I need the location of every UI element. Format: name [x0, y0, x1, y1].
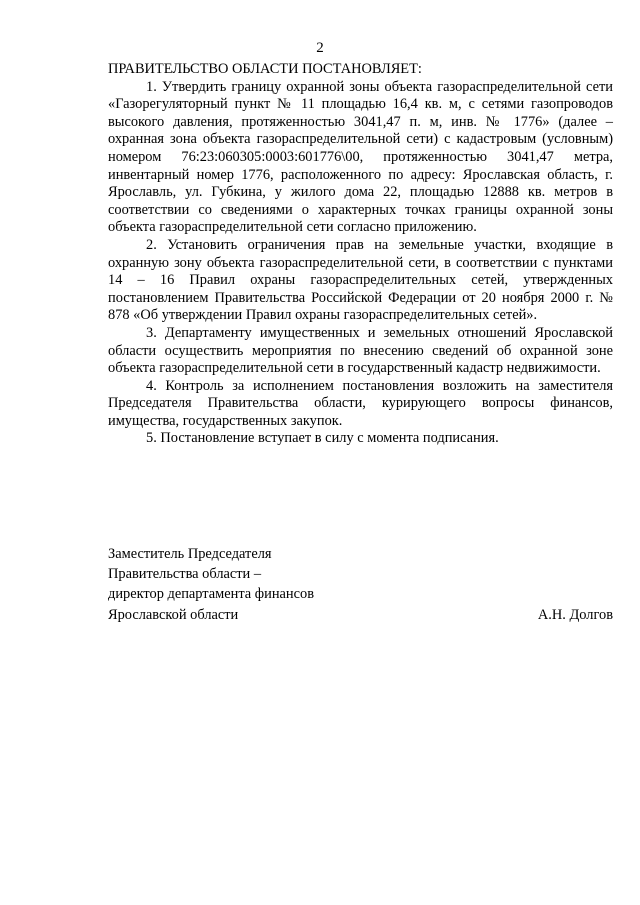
document-body — [108, 61, 613, 448]
signatory-name: А.Н. Долгов — [537, 606, 613, 623]
paragraph-5: 5. Постановление вступает в силу с момента подписания. — [146, 430, 499, 447]
paragraph-1: 1. Утвердить границу охранной зоны объекта газораспределительной сети «Газорегуляторный пункт № 11 площадью 16,4 кв. м, с сетями газопроводов высокого давления, протяженностью 3041,47 п. м, инв. № 1776» (далее – охранная зона объекта газораспределительной сети) с кадастровым (условным) номером 76:23:060305:0003:601776\00, протяженностью 3041,47 метра, инвентарный номер 1776, расположенного по адресу: Ярославская область, г. Ярославль, ул. Губкина, у жилого дома 22, площадью 12888 кв. метров в соответствии со сведениями о характерных точках границы охранной зоны объекта газораспределительной сети согласно приложению. — [108, 78, 613, 236]
signature-block — [108, 544, 613, 625]
signatory-title-line-4: Ярославской области — [108, 606, 239, 623]
signatory-title-line-3: директор департамента финансов — [108, 586, 314, 603]
page-number: 2 — [316, 40, 324, 56]
signatory-row — [108, 605, 613, 625]
paragraph-4: 4. Контроль за исполнением постановления возложить на заместителя Председателя Правительства области, курирующего вопросы финансов, имущества, государственных закупок. — [108, 377, 613, 429]
paragraph-2: 2. Установить ограничения прав на земельные участки, входящие в охранную зону объекта газораспределительной сети, в соответствии с пунктами 14 – 16 Правил охраны газораспределительных сетей, утвержденных постановлением Правительства Российской Федерации от 20 ноября 2000 г. № 878 «Об утверждении Правил охраны газораспределительных сетей». — [108, 236, 613, 324]
signatory-title-line-2: Правительства области – — [108, 566, 262, 583]
paragraph-3: 3. Департаменту имущественных и земельных отношений Ярославской области осуществить мероприятия по внесению сведений об охранной зоне объекта газораспределительной сети в государственный кадастр недвижимости. — [108, 324, 613, 377]
signatory-title-line-1: Заместитель Председателя — [108, 546, 272, 562]
resolution-heading: ПРАВИТЕЛЬСТВО ОБЛАСТИ ПОСТАНОВЛЯЕТ: — [108, 61, 422, 77]
